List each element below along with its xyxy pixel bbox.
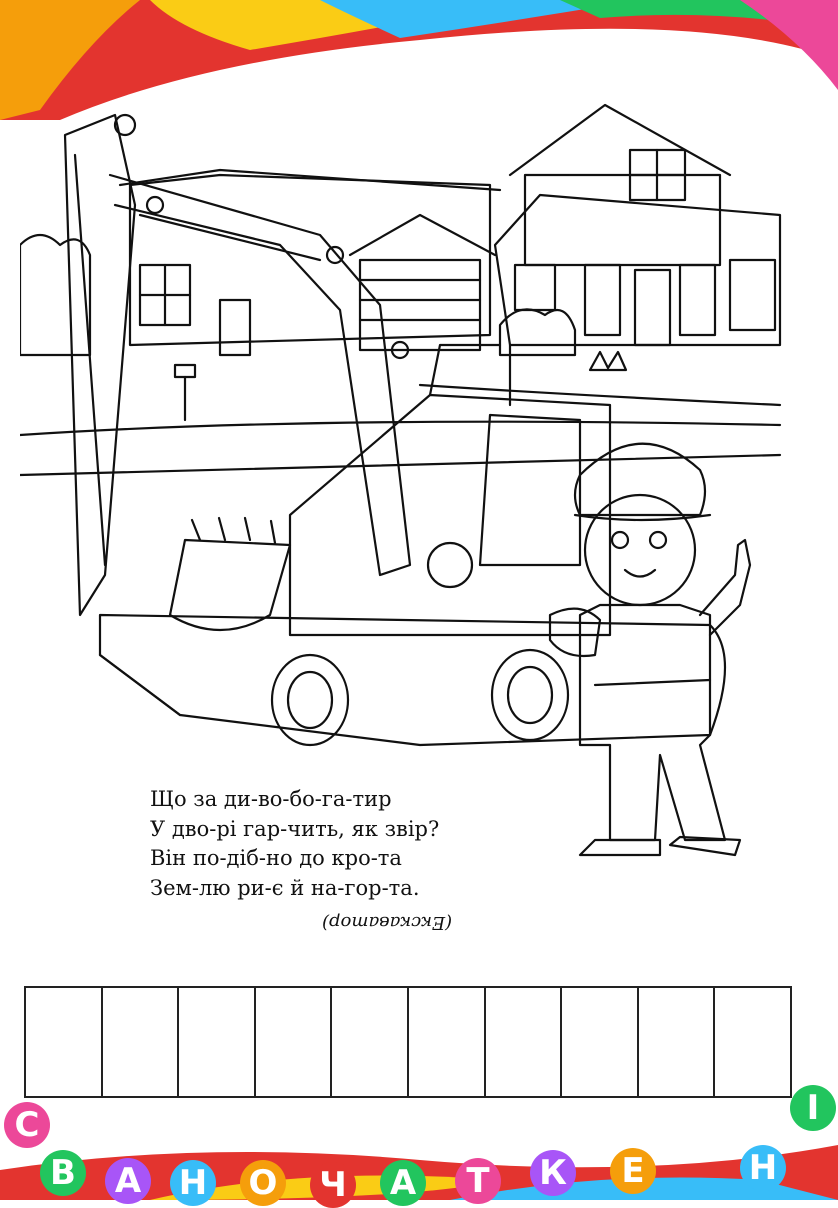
riddle-line-3: Він по-діб-но до кро-та: [150, 846, 402, 870]
excavator-coloring-illustration: [20, 95, 800, 875]
decor-letter-4: Н: [170, 1160, 216, 1206]
decor-letter-5: О: [240, 1160, 286, 1206]
riddle-line-2: У дво-рі гар-чить, як звір?: [150, 816, 440, 841]
decor-letter-3: А: [105, 1158, 151, 1204]
riddle-line-4: Зем-лю ри-є й на-гор-та.: [150, 875, 420, 900]
decor-letter-6: Ч: [310, 1162, 356, 1208]
answer-cell-7[interactable]: [486, 988, 563, 1096]
excavator: [65, 115, 725, 745]
answer-cell-9[interactable]: [639, 988, 716, 1096]
right-house: [495, 105, 780, 345]
answer-cell-2[interactable]: [103, 988, 180, 1096]
left-house: [120, 170, 500, 355]
decor-letter-1: С: [4, 1102, 50, 1148]
riddle-line-1: Що за ди-во-бо-га-тир: [150, 787, 392, 811]
answer-cell-8[interactable]: [562, 988, 639, 1096]
riddle-poem: [150, 785, 570, 903]
answer-cell-1[interactable]: [26, 988, 103, 1096]
answer-cell-3[interactable]: [179, 988, 256, 1096]
decor-letter-10: Е: [610, 1148, 656, 1194]
answer-cell-4[interactable]: [256, 988, 333, 1096]
answer-cell-10[interactable]: [715, 988, 790, 1096]
riddle-answer-upside-down: (Екскаватор): [322, 912, 453, 933]
answer-cell-6[interactable]: [409, 988, 486, 1096]
answer-letter-grid: [24, 986, 792, 1098]
decor-letter-7: А: [380, 1160, 426, 1206]
decor-letter-9: К: [530, 1150, 576, 1196]
decor-letter-11: Н: [740, 1145, 786, 1191]
answer-cell-5[interactable]: [332, 988, 409, 1096]
decor-letter-8: Т: [455, 1158, 501, 1204]
decor-letter-12: І: [790, 1085, 836, 1131]
decor-letter-2: В: [40, 1150, 86, 1196]
